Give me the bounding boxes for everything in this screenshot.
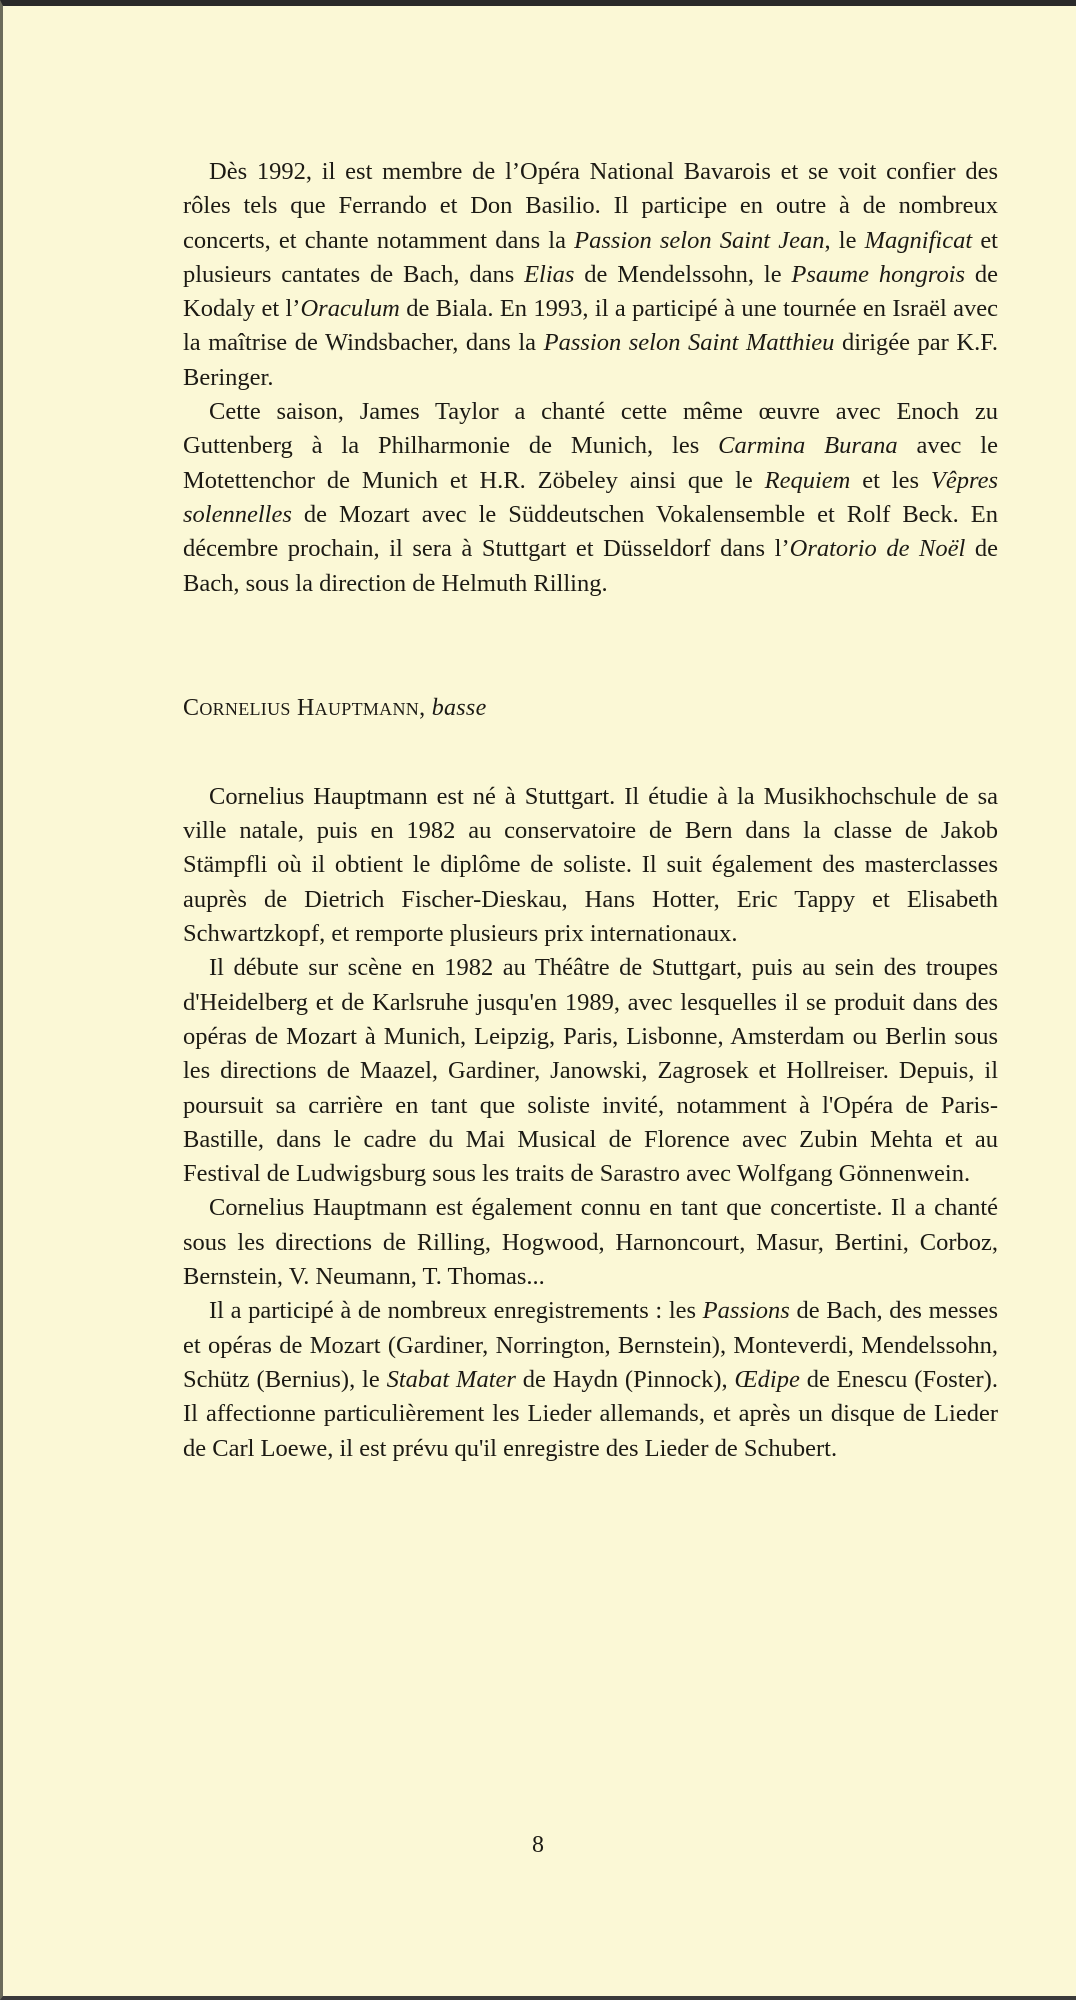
page-number: 8 [532, 1832, 544, 1858]
paragraph: Cornelius Hauptmann est également connu en tant que concertiste. Il a chanté sous les directions de Rilling, Hogwood, Harnoncourt, Masur, Bertini, Corboz, Bernstein, V. Neumann, T. Thomas... [183, 1194, 998, 1291]
italic-title: Oraculum [300, 295, 400, 323]
heading-last-rest: AUPTMANN [314, 698, 420, 719]
bio-section-hauptmann [183, 780, 998, 1466]
italic-title: Passion selon Saint Matthieu [543, 329, 835, 357]
italic-title: Vêpres solennelles [183, 466, 998, 528]
bio-section-first [183, 155, 998, 601]
italic-title: Passions [702, 1297, 790, 1325]
paragraph: Cornelius Hauptmann est né à Stuttgart. Il étudie à la Musikhochschule de sa ville natale, puis en 1982 au conservatoire de Bern dans la classe de Jakob Stämpfli où il obtient le diplôme de soliste. Il suit également des masterclasses auprès de Dietrich Fischer-Dieskau, Hans Hotter, Eric Tappy et Elisabeth Schwartzkopf, et remporte plusieurs prix internationaux. [183, 782, 998, 948]
heading-role: basse [431, 694, 487, 721]
heading-first-initial: C [183, 694, 200, 721]
paragraph: Il a participé à de nombreux enregistrements : les Passions de Bach, des messes et opéras de Mozart (Gardiner, Norrington, Bernstein), Monteverdi, Mendelssohn, Schütz (Bernius), le Stabat Mater de Haydn (Pinnock), Œdipe de Enescu (Foster). Il affectionne particulièrement les Lieder allemands, et après un disque de Lieder de Carl Loewe, il est prévu qu'il enregistre des Lieder de Schubert. [183, 1297, 998, 1462]
italic-title: Carmina Burana [718, 432, 898, 460]
italic-title: Oratorio de Noël [789, 535, 966, 563]
italic-title: Passion selon Saint Jean [574, 226, 825, 254]
heading-first-rest: ORNELIUS [199, 698, 291, 719]
italic-title: Elias [524, 260, 575, 288]
paragraph: Cette saison, James Taylor a chanté cette même œuvre avec Enoch zu Guttenberg à la Philharmonie de Munich, les Carmina Burana avec le Motettenchor de Munich et H.R. Zöbeley ainsi que le Requiem et les Vêpres solennelles de Mozart avec le Süddeutschen Vokalensemble et Rolf Beck. En décembre prochain, il sera à Stuttgart et Düsseldorf dans l’Oratorio de Noël de Bach, sous la direction de Helmuth Rilling. [183, 398, 999, 597]
italic-title: Psaume hongrois [791, 260, 966, 288]
italic-title: Œdipe [734, 1365, 800, 1393]
heading-last-initial: H [297, 694, 315, 721]
section-heading [183, 691, 998, 726]
document-body [183, 155, 998, 1466]
italic-title: Magnificat [864, 226, 973, 254]
italic-title: Requiem [764, 466, 851, 494]
paragraph: Il débute sur scène en 1982 au Théâtre de Stuttgart, puis au sein des troupes d'Heidelberg et de Karlsruhe jusqu'en 1989, avec lesquelles il se produit dans des opéras de Mozart à Munich, Leipzig, Paris, Lisbonne, Amsterdam ou Berlin sous les directions de Maazel, Gardiner, Janowski, Zagrosek et Hollreiser. Depuis, il poursuit sa carrière en tant que soliste invité, notamment à l'Opéra de Paris-Bastille, dans le cadre du Mai Musical de Florence avec Zubin Mehta et au Festival de Ludwigsburg sous les traits de Sarastro avec Wolfgang Gönnenwein. [183, 954, 998, 1188]
paragraph: Dès 1992, il est membre de l’Opéra National Bavarois et se voit confier des rôles tels que Ferrando et Don Basilio. Il participe en outre à de nombreux concerts, et chante notamment dans la Passion selon Saint Jean, le Magnificat et plusieurs cantates de Bach, dans Elias de Mendelssohn, le Psaume hongrois de Kodaly et l’Oraculum de Biala. En 1993, il a participé à une tournée en Israël avec la maîtrise de Windsbacher, dans la Passion selon Saint Matthieu dirigée par K.F. Beringer. [183, 158, 998, 391]
heading-separator: , [419, 694, 432, 721]
italic-title: Stabat Mater [386, 1365, 516, 1393]
